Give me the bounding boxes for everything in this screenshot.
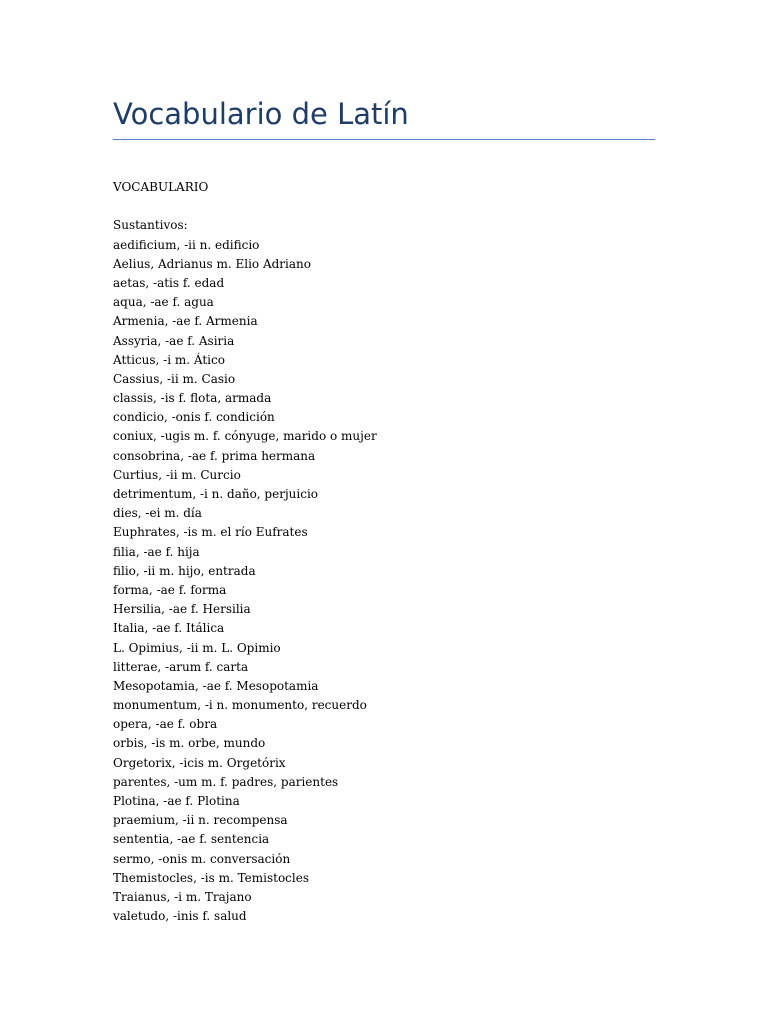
vocabulary-entry: dies, -ei m. día (113, 506, 202, 521)
section-heading: VOCABULARIO (113, 180, 209, 194)
vocabulary-entry: monumentum, -i n. monumento, recuerdo (113, 698, 367, 713)
vocabulary-entry: forma, -ae f. forma (113, 582, 227, 597)
vocabulary-entry: Italia, -ae f. Itálica (113, 621, 225, 636)
vocabulary-entry: Aelius, Adrianus m. Elio Adriano (113, 256, 311, 271)
vocabulary-entry: sermo, -onis m. conversación (113, 851, 291, 866)
vocabulary-entry: coniux, -ugis m. f. cónyuge, marido o mujer (113, 429, 377, 444)
vocabulary-entry: filia, -ae f. hija (113, 544, 200, 559)
vocabulary-entry: Mesopotamia, -ae f. Mesopotamia (113, 678, 319, 693)
vocabulary-entry: Armenia, -ae f. Armenia (113, 314, 258, 329)
vocabulary-entry: aetas, -atis f. edad (113, 275, 225, 290)
vocabulary-entry: filio, -ii m. hijo, entrada (113, 563, 256, 578)
vocabulary-entry: consobrina, -ae f. prima hermana (113, 448, 316, 463)
vocabulary-entry: valetudo, -inis f. salud (113, 909, 247, 924)
vocabulary-entry: classis, -is f. flota, armada (113, 391, 272, 406)
document-body (113, 178, 655, 926)
vocabulary-entry: sententia, -ae f. sentencia (113, 832, 270, 847)
vocabulary-entry: condicio, -onis f. condición (113, 410, 275, 425)
vocabulary-entry: Euphrates, -is m. el río Eufrates (113, 525, 308, 540)
vocabulary-entry: Plotina, -ae f. Plotina (113, 794, 240, 808)
vocabulary-list (113, 236, 655, 927)
vocabulary-entry: Orgetorix, -icis m. Orgetórix (113, 755, 286, 770)
vocabulary-entry: Cassius, -ii m. Casio (113, 371, 236, 386)
vocabulary-entry: L. Opimius, -ii m. L. Opimio (113, 640, 281, 655)
blank-line (113, 197, 655, 216)
vocabulary-entry: opera, -ae f. obra (113, 717, 218, 732)
vocabulary-entry: parentes, -um m. f. padres, parientes (113, 774, 339, 789)
vocabulary-entry: Themistocles, -is m. Temistocles (113, 870, 309, 885)
vocabulary-entry: orbis, -is m. orbe, mundo (113, 736, 266, 751)
vocabulary-entry: Curtius, -ii m. Curcio (113, 467, 241, 482)
vocabulary-entry: Atticus, -i m. Ático (113, 352, 225, 367)
vocabulary-entry: Traianus, -i m. Trajano (113, 889, 252, 904)
title-divider (113, 139, 655, 140)
vocabulary-entry: litterae, -arum f. carta (113, 659, 249, 674)
subsection-heading: Sustantivos: (113, 218, 188, 233)
vocabulary-entry: aedificium, -ii n. edificio (113, 237, 260, 252)
vocabulary-entry: Assyria, -ae f. Asiria (113, 333, 235, 348)
vocabulary-entry: Hersilia, -ae f. Hersilia (113, 602, 251, 617)
document-title: Vocabulario de Latín (113, 97, 409, 131)
vocabulary-entry: detrimentum, -i n. daño, perjuicio (113, 487, 319, 501)
vocabulary-entry: aqua, -ae f. agua (113, 295, 214, 310)
vocabulary-entry: praemium, -ii n. recompensa (113, 813, 288, 828)
